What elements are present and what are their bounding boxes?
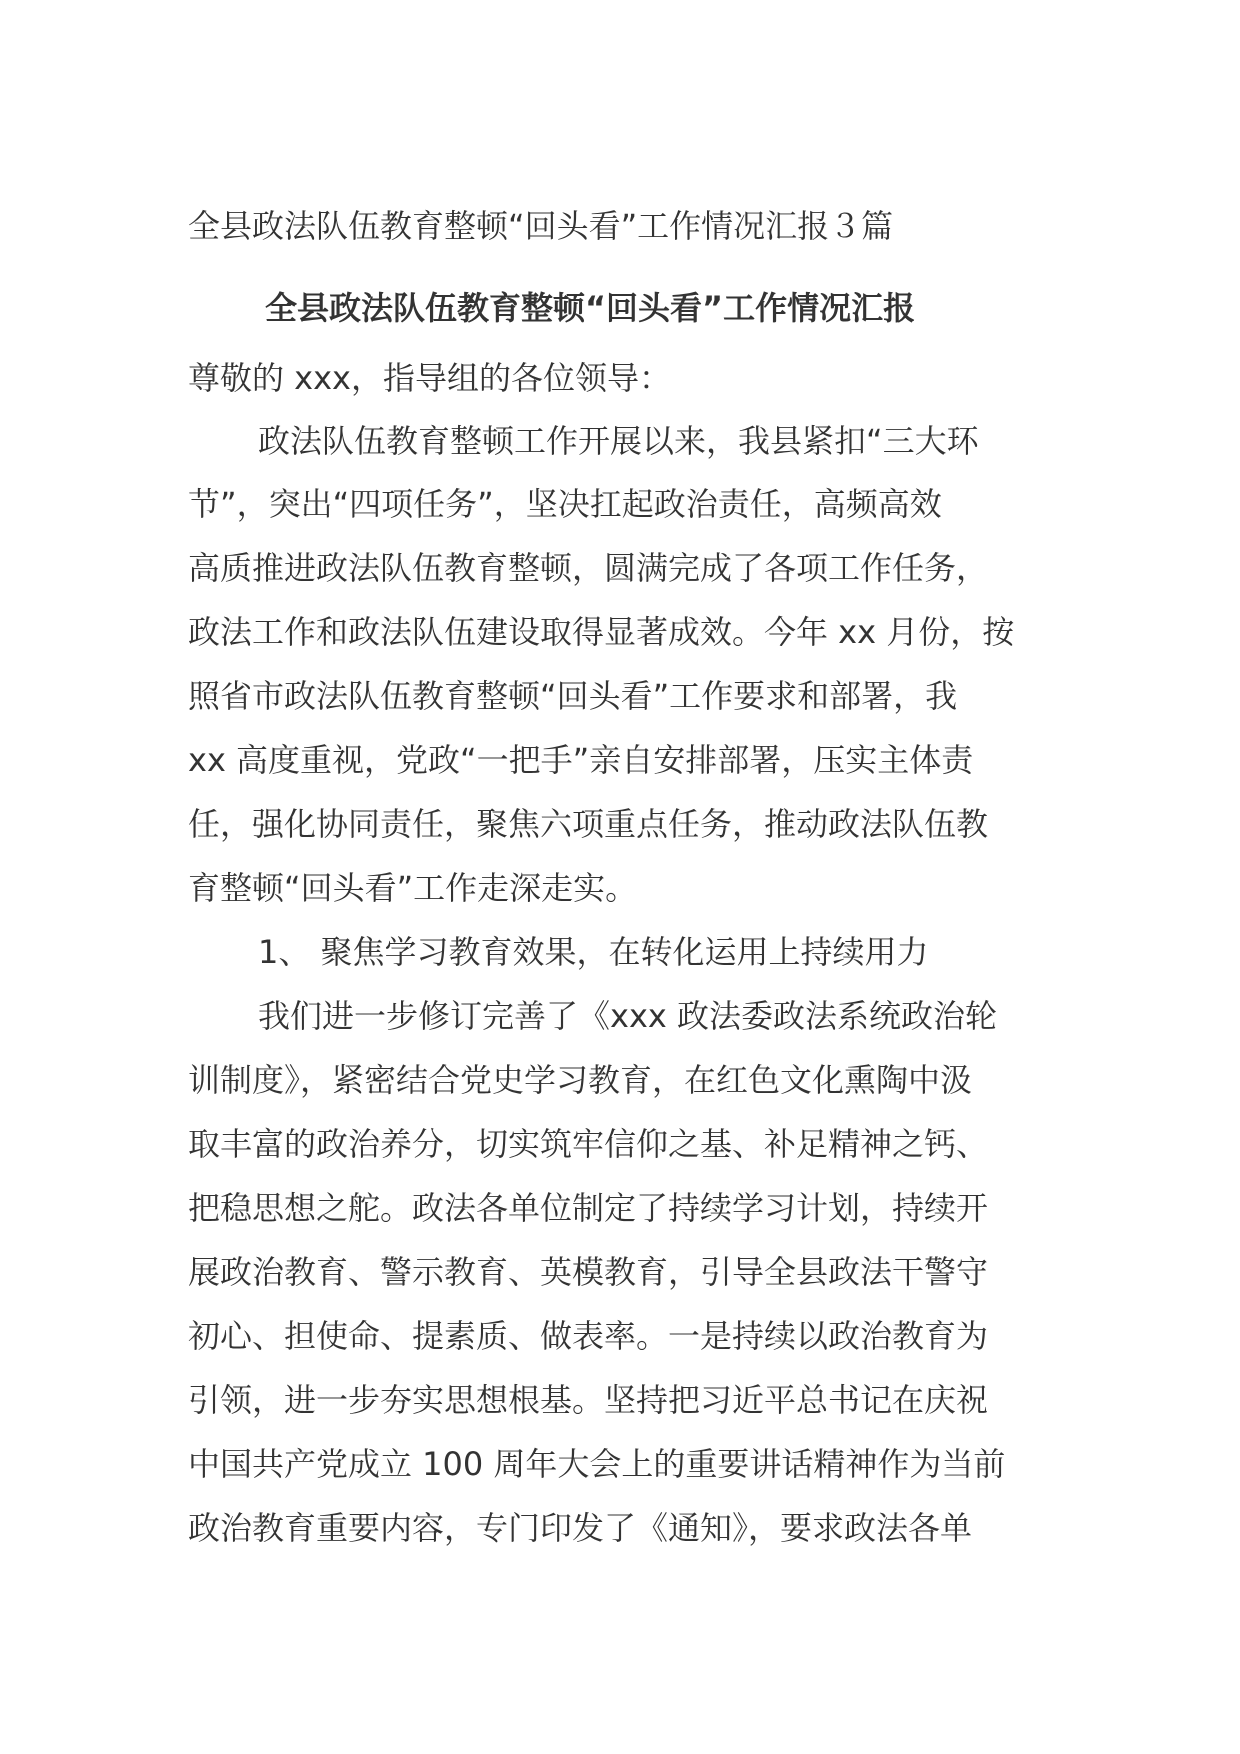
- body-line: 把稳思想之舵。政法各单位制定了持续学习计划，持续开: [188, 1189, 989, 1227]
- body-line: 训制度》，紧密结合党史学习教育，在红色文化熏陶中汲: [188, 1061, 973, 1099]
- report-title: 全县政法队伍教育整顿“回头看”工作情况汇报: [265, 289, 916, 327]
- body-line: xx 高度重视，党政“一把手”亲自安排部署，压实主体责: [188, 741, 974, 779]
- body-line: 引领，进一步夯实思想根基。坚持把习近平总书记在庆祝: [188, 1381, 989, 1419]
- body-line: 任，强化协同责任，聚焦六项重点任务，推动政法队伍教: [188, 805, 989, 843]
- body-line: 展政治教育、警示教育、英模教育，引导全县政法干警守: [188, 1253, 989, 1291]
- document-heading: 全县政法队伍教育整顿“回头看”工作情况汇报３篇: [188, 207, 894, 245]
- body-line: 政法工作和政法队伍建设取得显著成效。今年 xx 月份，按: [188, 613, 1015, 651]
- body-line: 初心、担使命、提素质、做表率。一是持续以政治教育为: [188, 1317, 989, 1355]
- body-line: 我们进一步修订完善了《xxx 政法委政法系统政治轮: [258, 997, 997, 1035]
- body-line: 中国共产党成立 100 周年大会上的重要讲话精神作为当前: [188, 1445, 1006, 1483]
- body-line: 政治教育重要内容，专门印发了《通知》，要求政法各单: [188, 1509, 973, 1547]
- body-line: 育整顿“回头看”工作走深走实。: [188, 869, 638, 907]
- body-line: 高质推进政法队伍教育整顿，圆满完成了各项工作任务，: [188, 549, 989, 587]
- section-heading: 1、 聚焦学习教育效果，在转化运用上持续用力: [258, 933, 929, 971]
- body-line: 取丰富的政治养分，切实筑牢信仰之基、补足精神之钙、: [188, 1125, 989, 1163]
- salutation: 尊敬的 xxx，指导组的各位领导：: [188, 359, 671, 397]
- body-line: 政法队伍教育整顿工作开展以来，我县紧扣“三大环: [258, 422, 979, 460]
- body-line: 照省市政法队伍教育整顿“回头看”工作要求和部署，我: [188, 677, 958, 715]
- body-line: 节”，突出“四项任务”，坚决扛起政治责任，高频高效: [188, 485, 942, 523]
